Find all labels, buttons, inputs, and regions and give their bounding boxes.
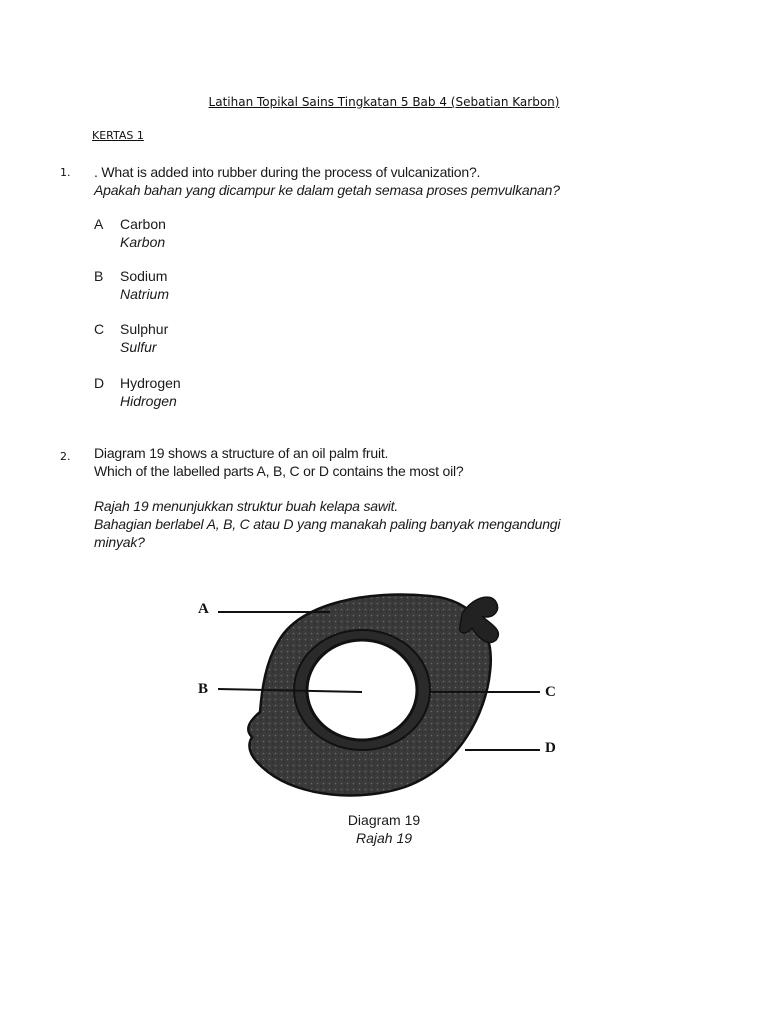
option-text-en: Carbon (120, 216, 166, 232)
option-text-ms: Hidrogen (120, 393, 177, 409)
option-text-en: Sodium (120, 268, 168, 284)
paper-label: KERTAS 1 (92, 129, 144, 142)
fruit-kernel (307, 640, 417, 740)
question-1-text-ms: Apakah bahan yang dicampur ke dalam getah semasa proses pemvulkanan? (94, 182, 560, 198)
label-d: D (545, 740, 556, 756)
label-a: A (198, 601, 209, 617)
diagram-caption-en: Diagram 19 (347, 812, 421, 828)
question-1-number: 1. (60, 166, 71, 179)
question-2-text-en-2: Which of the labelled parts A, B, C or D contains the most oil? (94, 463, 464, 479)
option-letter: C (94, 321, 105, 337)
oil-palm-fruit-illustration (190, 572, 580, 812)
question-1-text-en: . What is added into rubber during the process of vulcanization?. (94, 164, 481, 180)
option-text-ms: Natrium (120, 286, 170, 302)
question-2-text-ms-3: minyak? (94, 534, 145, 550)
option-text-en: Sulphur (120, 321, 169, 337)
diagram-caption-ms: Rajah 19 (355, 830, 413, 846)
page-title: Latihan Topikal Sains Tingkatan 5 Bab 4 (Sebatian Karbon) (208, 95, 560, 109)
option-text-ms: Sulfur (120, 339, 157, 355)
question-2-text-en-1: Diagram 19 shows a structure of an oil palm fruit. (94, 445, 389, 461)
option-letter: B (94, 268, 104, 284)
question-2-text-ms-1: Rajah 19 menunjukkan struktur buah kelapa sawit. (94, 498, 399, 514)
label-c: C (545, 684, 556, 700)
question-2-number: 2. (60, 450, 71, 463)
oil-palm-fruit-diagram (190, 572, 580, 812)
option-letter: A (94, 216, 104, 232)
option-letter: D (94, 375, 105, 391)
option-text-en: Hydrogen (120, 375, 181, 391)
option-text-ms: Karbon (120, 234, 166, 250)
question-2-text-ms-2: Bahagian berlabel A, B, C atau D yang manakah paling banyak mengandungi (94, 516, 561, 532)
label-b: B (198, 681, 209, 697)
